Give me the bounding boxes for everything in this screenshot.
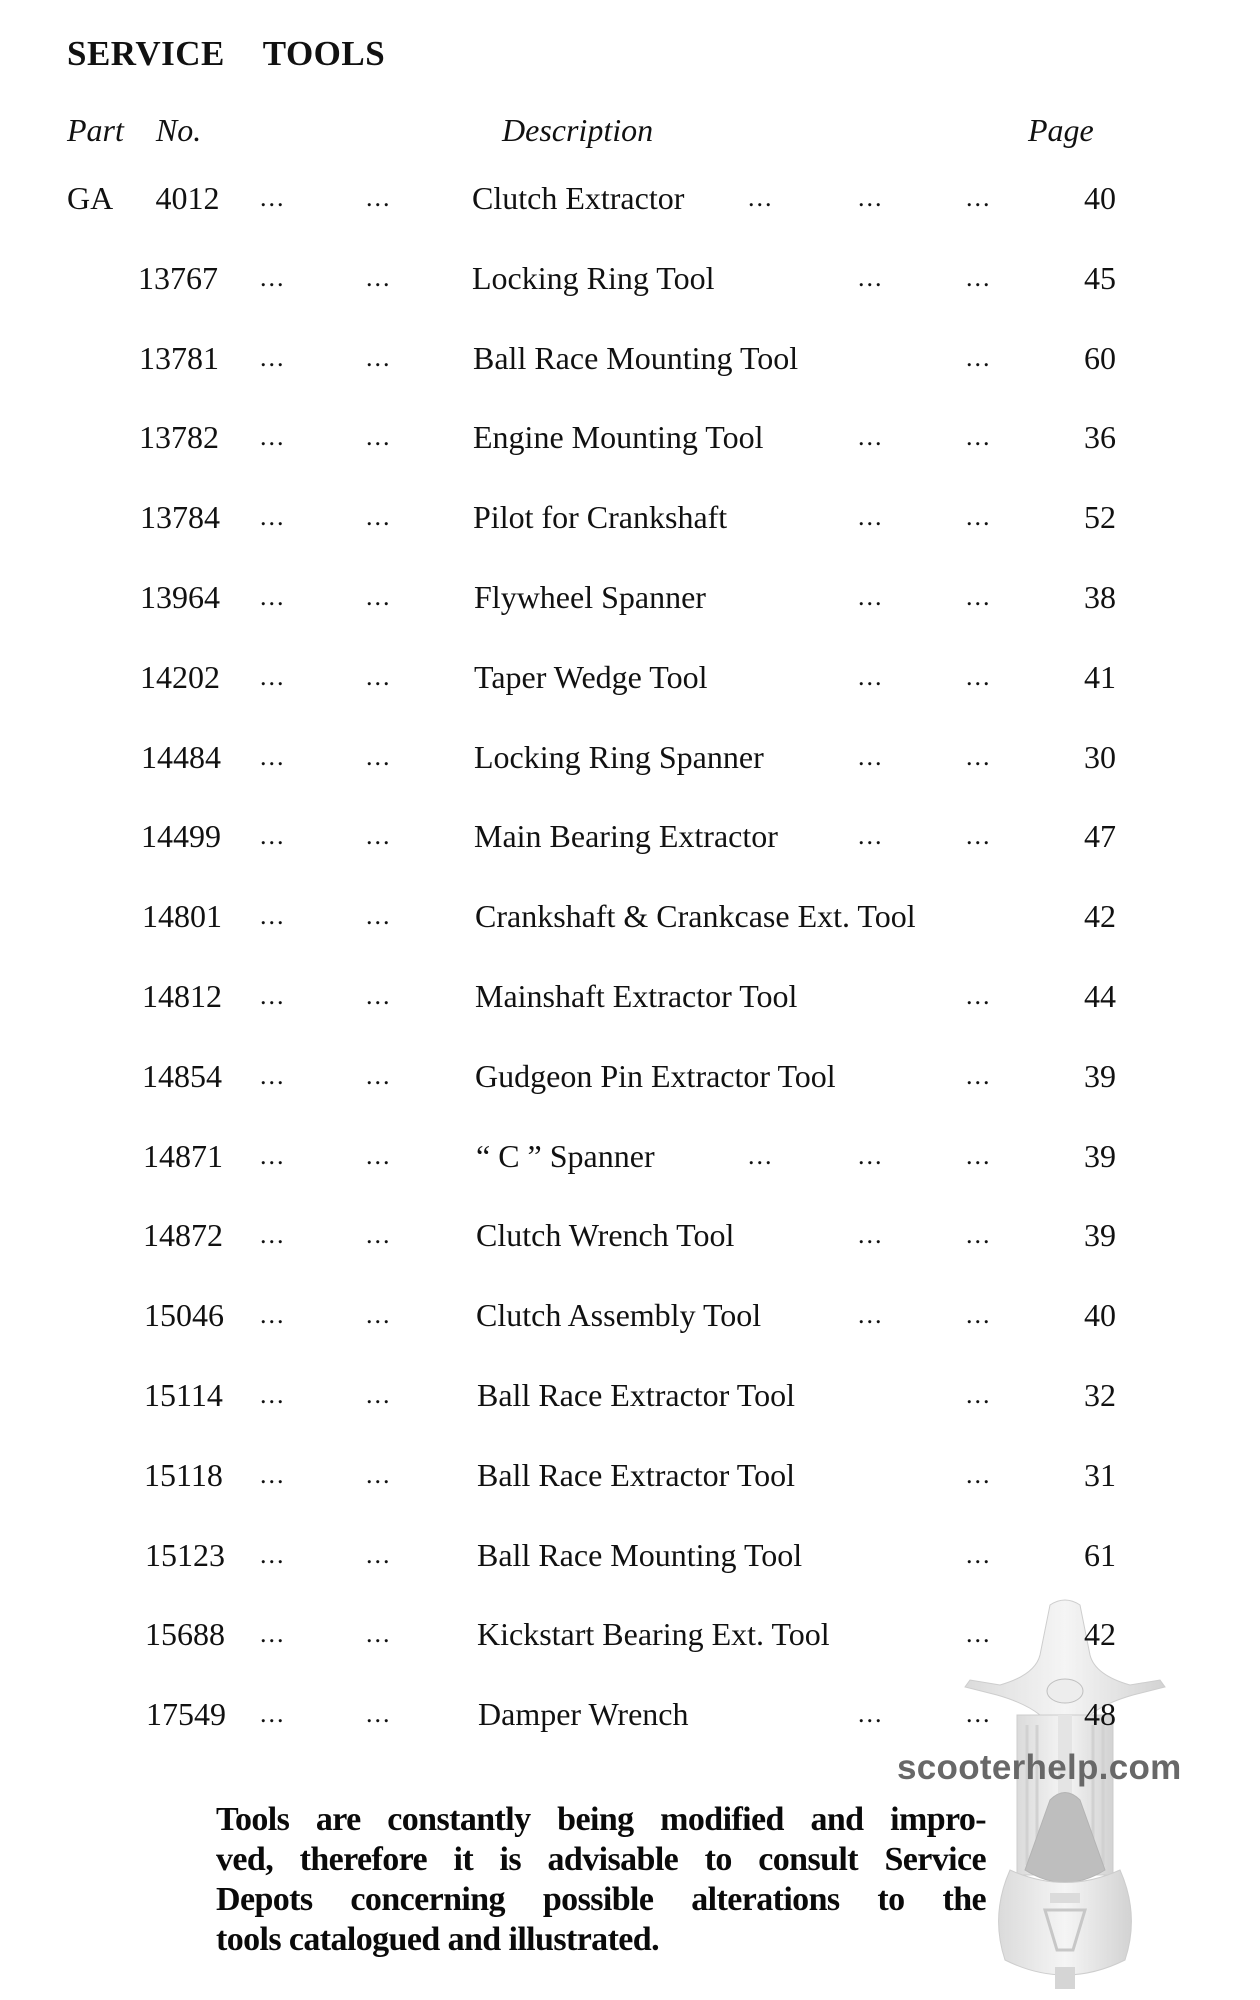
- tool-description: Kickstart Bearing Ext. Tool: [477, 1616, 830, 1653]
- dot-leader: ...: [260, 342, 286, 372]
- part-number: 14871: [143, 1137, 223, 1174]
- footnote-line: tools catalogued and illustrated.: [216, 1921, 660, 1958]
- tool-row: [0, 1612, 1260, 1656]
- part-number: 13964: [140, 579, 220, 615]
- page-number: 39: [1084, 1137, 1116, 1174]
- header-part-no: Part No.: [67, 112, 202, 148]
- part-number: 14202: [140, 658, 220, 695]
- page-number: 41: [1084, 658, 1116, 695]
- tool-description: “ C ” Spanner: [476, 1137, 655, 1174]
- dot-leader: ...: [858, 1300, 884, 1330]
- dot-leader: ...: [966, 741, 992, 771]
- dot-leader: ...: [366, 502, 392, 532]
- dot-leader: ...: [966, 1060, 992, 1090]
- dot-leader: ...: [366, 821, 392, 851]
- part-number: 14872: [143, 1217, 223, 1254]
- tool-description: Engine Mounting Tool: [473, 419, 764, 456]
- dot-leader: ...: [260, 1539, 286, 1569]
- page-number: 45: [1084, 259, 1116, 296]
- dot-leader: ...: [366, 1459, 392, 1489]
- header-page: Page: [1028, 112, 1094, 148]
- tool-description: Flywheel Spanner: [474, 579, 706, 615]
- part-number: 15046: [144, 1297, 224, 1334]
- page-number: 47: [1084, 818, 1116, 855]
- page-number: 31: [1084, 1456, 1116, 1493]
- footnote-line: ved, therefore it is advisable to consult Service: [216, 1841, 986, 1878]
- dot-leader: ...: [966, 661, 992, 691]
- page-number: 30: [1084, 738, 1116, 775]
- dot-leader: ...: [260, 502, 286, 532]
- dot-leader: ...: [858, 741, 884, 771]
- dot-leader: ...: [366, 981, 392, 1010]
- tool-row: [0, 735, 1260, 779]
- dot-leader: ...: [966, 422, 992, 452]
- tool-description: Crankshaft & Crankcase Ext. Tool: [475, 898, 916, 935]
- tool-description: Locking Ring Tool: [472, 259, 715, 296]
- footnote: [216, 1800, 986, 1960]
- dot-leader: ...: [366, 741, 392, 771]
- dot-leader: ...: [966, 1220, 992, 1250]
- tool-row: [0, 1692, 1260, 1736]
- tool-row: [0, 256, 1260, 300]
- page-number: 60: [1084, 339, 1116, 376]
- tool-description: Ball Race Extractor Tool: [477, 1377, 795, 1413]
- dot-leader: ...: [858, 821, 884, 851]
- dot-leader: ...: [966, 1300, 992, 1330]
- tool-description: Ball Race Mounting Tool: [477, 1536, 803, 1573]
- tool-row: [0, 495, 1260, 539]
- page-number: 32: [1084, 1377, 1116, 1413]
- dot-leader: ...: [366, 342, 392, 372]
- tool-row: [0, 415, 1260, 459]
- tool-description: Ball Race Extractor Tool: [477, 1456, 795, 1493]
- tool-row: [0, 974, 1260, 1018]
- dot-leader: ...: [366, 1220, 392, 1250]
- dot-leader: ...: [260, 741, 286, 771]
- tool-description: Clutch Wrench Tool: [476, 1217, 735, 1254]
- tool-row: [0, 1533, 1260, 1577]
- dot-leader: ...: [260, 1300, 286, 1330]
- dot-leader: ...: [966, 1619, 992, 1649]
- page-number: 39: [1084, 1057, 1116, 1094]
- tool-description: Taper Wedge Tool: [474, 658, 708, 695]
- dot-leader: ...: [858, 661, 884, 691]
- dot-leader: ...: [366, 1539, 392, 1569]
- dot-leader: ...: [966, 1380, 992, 1409]
- tool-row: [0, 176, 1260, 220]
- tool-row: [0, 894, 1260, 938]
- tool-row: [0, 1373, 1260, 1417]
- part-number: 15114: [144, 1377, 223, 1413]
- tool-row: [0, 575, 1260, 619]
- page-number: 42: [1084, 898, 1116, 935]
- page-number: 36: [1084, 419, 1116, 456]
- dot-leader: ...: [858, 262, 884, 292]
- part-number: 14801: [142, 898, 222, 935]
- watermark-text: scooterhelp.com: [897, 1748, 1182, 1787]
- tool-description: Clutch Extractor: [472, 180, 685, 216]
- dot-leader: ...: [966, 582, 992, 611]
- dot-leader: ...: [966, 1459, 992, 1489]
- dot-leader: ...: [748, 183, 774, 212]
- dot-leader: ...: [260, 1140, 286, 1170]
- page-number: 61: [1084, 1536, 1116, 1573]
- dot-leader: ...: [260, 981, 286, 1010]
- dot-leader: ...: [260, 661, 286, 691]
- dot-leader: ...: [966, 1699, 992, 1729]
- tool-description: Damper Wrench: [478, 1696, 689, 1733]
- part-number: 13767: [138, 259, 218, 296]
- page-number: 52: [1084, 499, 1116, 536]
- tool-description: Main Bearing Extractor: [474, 818, 778, 855]
- part-number: 15118: [144, 1456, 223, 1493]
- dot-leader: ...: [858, 422, 884, 452]
- part-number: 13781: [139, 339, 219, 376]
- dot-leader: ...: [260, 1619, 286, 1649]
- footnote-line: Depots concerning possible alterations to the: [216, 1881, 986, 1918]
- footnote-line: Tools are constantly being modified and impro-: [216, 1801, 986, 1838]
- dot-leader: ...: [858, 1220, 884, 1250]
- tool-row: [0, 655, 1260, 699]
- dot-leader: ...: [858, 502, 884, 532]
- dot-leader: ...: [366, 1619, 392, 1649]
- tool-description: Mainshaft Extractor Tool: [475, 978, 798, 1014]
- dot-leader: ...: [748, 1140, 774, 1170]
- dot-leader: ...: [366, 1699, 392, 1729]
- part-number: 13784: [140, 499, 220, 536]
- dot-leader: ...: [366, 661, 392, 691]
- part-number: 14484: [141, 738, 221, 775]
- dot-leader: ...: [858, 582, 884, 611]
- tool-row: [0, 1134, 1260, 1178]
- dot-leader: ...: [366, 183, 392, 212]
- dot-leader: ...: [966, 1539, 992, 1569]
- tool-row: [0, 814, 1260, 858]
- dot-leader: ...: [366, 1300, 392, 1330]
- tool-row: [0, 1293, 1260, 1337]
- dot-leader: ...: [260, 1699, 286, 1729]
- dot-leader: ...: [366, 1140, 392, 1170]
- tool-description: Pilot for Crankshaft: [473, 499, 728, 536]
- part-number: GA 4012: [67, 180, 220, 216]
- dot-leader: ...: [366, 422, 392, 452]
- tool-row: [0, 1213, 1260, 1257]
- page-number: 39: [1084, 1217, 1116, 1254]
- dot-leader: ...: [966, 183, 992, 212]
- page-number: 40: [1084, 180, 1116, 216]
- page-number: 38: [1084, 579, 1116, 615]
- dot-leader: ...: [858, 1699, 884, 1729]
- dot-leader: ...: [260, 582, 286, 611]
- dot-leader: ...: [966, 981, 992, 1010]
- dot-leader: ...: [366, 262, 392, 292]
- dot-leader: ...: [260, 422, 286, 452]
- dot-leader: ...: [260, 821, 286, 851]
- dot-leader: ...: [966, 262, 992, 292]
- dot-leader: ...: [858, 183, 884, 212]
- tool-description: Gudgeon Pin Extractor Tool: [475, 1057, 836, 1094]
- dot-leader: ...: [260, 183, 286, 212]
- dot-leader: ...: [966, 821, 992, 851]
- page-number: 42: [1084, 1616, 1116, 1653]
- tool-description: Clutch Assembly Tool: [476, 1297, 762, 1334]
- part-number: 15688: [145, 1616, 225, 1653]
- tool-row: [0, 1054, 1260, 1098]
- page-number: 40: [1084, 1297, 1116, 1334]
- part-number: 14499: [141, 818, 221, 855]
- header-description: Description: [502, 112, 654, 148]
- dot-leader: ...: [366, 1060, 392, 1090]
- dot-leader: ...: [260, 1459, 286, 1489]
- part-number: 14812: [142, 978, 222, 1014]
- part-number: 17549: [146, 1696, 226, 1733]
- page-number: 48: [1084, 1696, 1116, 1733]
- dot-leader: ...: [366, 1380, 392, 1409]
- dot-leader: ...: [858, 1140, 884, 1170]
- dot-leader: ...: [366, 901, 392, 931]
- part-number: 13782: [139, 419, 219, 456]
- dot-leader: ...: [260, 901, 286, 931]
- page-title: SERVICE TOOLS: [67, 34, 386, 73]
- part-number: 14854: [142, 1057, 222, 1094]
- dot-leader: ...: [260, 262, 286, 292]
- dot-leader: ...: [966, 1140, 992, 1170]
- dot-leader: ...: [260, 1220, 286, 1250]
- dot-leader: ...: [260, 1380, 286, 1409]
- part-number: 15123: [145, 1536, 225, 1573]
- tool-description: Locking Ring Spanner: [474, 738, 764, 775]
- tool-row: [0, 336, 1260, 380]
- dot-leader: ...: [260, 1060, 286, 1090]
- page-number: 44: [1084, 978, 1116, 1014]
- tool-description: Ball Race Mounting Tool: [473, 339, 799, 376]
- dot-leader: ...: [966, 502, 992, 532]
- tool-row: [0, 1453, 1260, 1497]
- dot-leader: ...: [366, 582, 392, 611]
- dot-leader: ...: [966, 342, 992, 372]
